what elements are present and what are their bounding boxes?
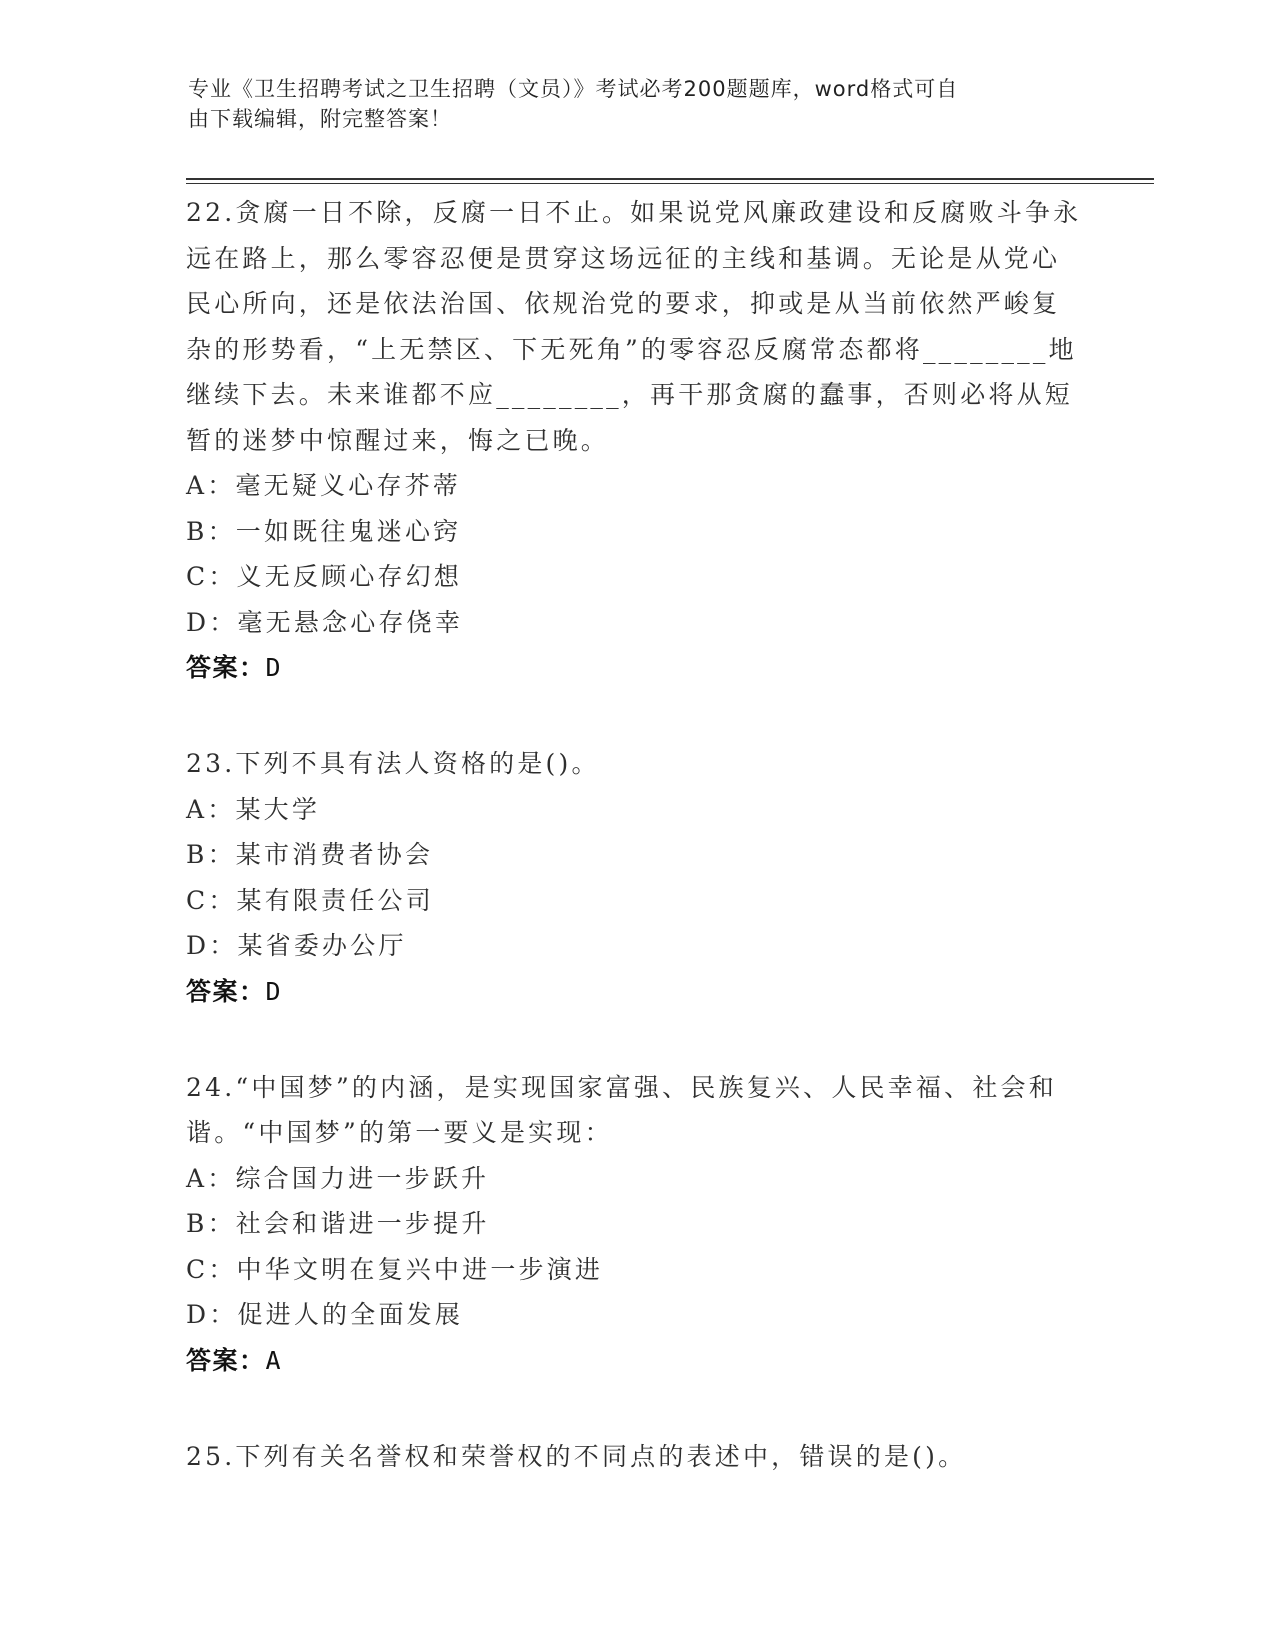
question-stem: 23.下列不具有法人资格的是()。: [186, 749, 600, 778]
option-c: C：义无反顾心存幻想: [186, 562, 463, 591]
answer-value: D: [265, 653, 283, 682]
answer-value: A: [265, 1345, 283, 1375]
option-c: C：中华文明在复兴中进一步演进: [186, 1254, 604, 1284]
question-stem: 22.贪腐一日不除，反腐一日不止。如果说党风廉政建设和反腐败斗争永远在路上，那么零容忍便是贯穿这场远征的主线和基调。无论是从党心民心所向，还是依法治国、依规治党的要求，抑或是从当前依然严峻复杂的形势看，“上无禁区、下无死角”的零容忍反腐常态都将________地继续下去。未来谁都不应________，再干那贪腐的蠢事，否则必将从短暂的迷梦中惊醒过来，悔之已晚。: [186, 198, 1082, 455]
answer-label: 答案：: [186, 1345, 266, 1375]
header-line-1: 专业《卫生招聘考试之卫生招聘（文员）》考试必考200题题库，word格式可自: [188, 77, 959, 101]
option-a: A：某大学: [186, 794, 321, 824]
answer-line: [186, 645, 1086, 691]
header-line-2: 由下载编辑，附完整答案！: [188, 107, 452, 131]
question-22: [186, 190, 1086, 691]
question-stem: 25.下列有关名誉权和荣誉权的不同点的表述中，错误的是()。: [186, 1441, 967, 1471]
option-d: D：促进人的全面发展: [186, 1300, 464, 1329]
option-d: D：毫无悬念心存侥幸: [186, 607, 464, 637]
option-b: B：某市消费者协会: [186, 840, 434, 869]
answer-line: [186, 969, 1086, 1015]
answer-line: [186, 1338, 1086, 1384]
option-c: C：某有限责任公司: [186, 885, 434, 915]
question-23: [186, 741, 1086, 1015]
question-25: [186, 1434, 1086, 1480]
answer-label: 答案：: [186, 976, 266, 1006]
header-rule-thick: [186, 178, 1154, 180]
header-rule-thin: [186, 183, 1154, 184]
option-a: A：毫无疑义心存芥蒂: [186, 471, 462, 500]
question-list: [186, 190, 1086, 1529]
option-b: B：社会和谐进一步提升: [186, 1209, 490, 1238]
question-24: [186, 1065, 1086, 1384]
question-stem: 24.“中国梦”的内涵，是实现国家富强、民族复兴、人民幸福、社会和谐。“中国梦”的第一要义是实现：: [186, 1072, 1057, 1147]
option-b: B：一如既往鬼迷心窍: [186, 516, 462, 546]
option-d: D：某省委办公厅: [186, 931, 407, 960]
document-header: [188, 74, 1068, 134]
answer-value: D: [265, 976, 283, 1006]
option-a: A：综合国力进一步跃升: [186, 1163, 490, 1193]
answer-label: 答案：: [186, 653, 266, 682]
